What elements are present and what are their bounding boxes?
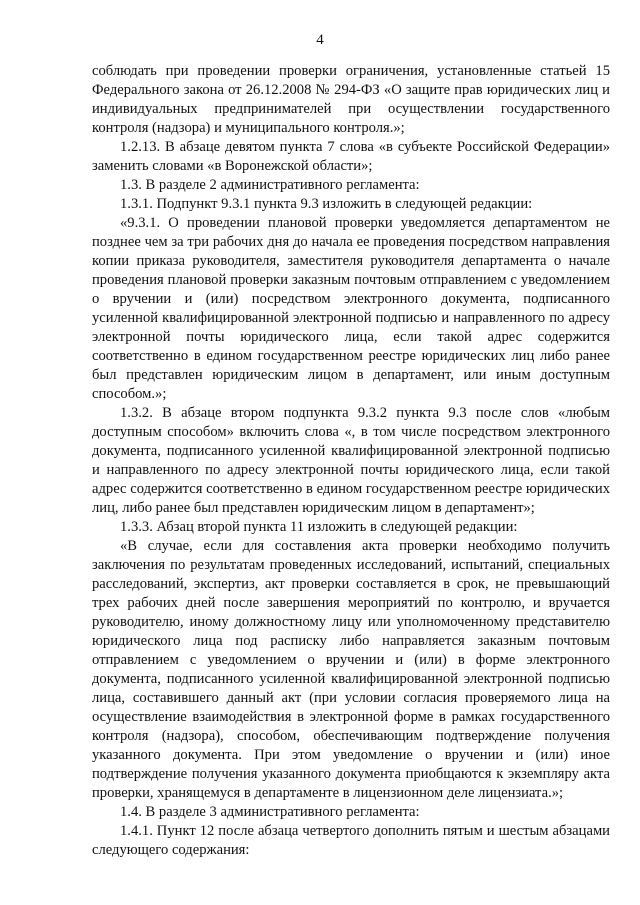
paragraph-9-3-1-quote: «9.3.1. О проведении плановой проверки уведомляется департаментом не позднее чем за три рабочих дня до начала ее проведения посредством направления копии приказа руководителя, заместителя руководителя департамента о начале проведения плановой проверки заказным почтовым отправлением с уведомлением о вручении и (или) посредством электронного документа, подписанного усиленной квалифицированной электронной подписью и направленного по адресу электронной почты юридического лица, если такой адрес содержится соответственно в едином государственном реестре юридических лиц либо ранее был представлен юридическим лицом в департамент, или иным доступным способом.»; — [92, 215, 610, 402]
paragraph-1-3-1: 1.3.1. Подпункт 9.3.1 пункта 9.3 изложить в следующей редакции: — [120, 196, 533, 212]
document-body — [92, 62, 610, 860]
paragraph-1-3: 1.3. В разделе 2 административного регламента: — [120, 177, 420, 193]
paragraph-1-4-1: 1.4.1. Пункт 12 после абзаца четвертого дополнить пятым и шестым абзацами следующего содержания: — [92, 823, 610, 858]
page-number: 4 — [316, 32, 324, 48]
paragraph-1-2-13: 1.2.13. В абзаце девятом пункта 7 слова «в субъекте Российской Федерации» заменить словами «в Воронежской области»; — [92, 139, 610, 174]
paragraph-11-quote: «В случае, если для составления акта проверки необходимо получить заключения по результатам проведенных исследований, испытаний, специальных расследований, экспертиз, акт проверки составляется в срок, не превышающий трех рабочих дней после завершения мероприятий по контролю, и вручается руководителю, иному должностному лицу или уполномоченному представителю юридического лица под расписку либо направляется заказным почтовым отправлением с уведомлением о вручении и (или) в форме электронного документа, подписанного усиленной квалифицированной электронной подписью лица, составившего данный акт (при условии согласия проверяемого лица на осуществление взаимодействия в электронной форме в рамках государственного контроля (надзора), способом, обеспечивающим подтверждение получения указанного документа. При этом уведомление о вручении и (или) иное подтверждение получения указанного документа приобщаются к экземпляру акта проверки, хранящемуся в департаменте в лицензионном деле лицензиата.»; — [92, 538, 610, 801]
paragraph-1-4: 1.4. В разделе 3 административного регламента: — [120, 804, 420, 820]
paragraph-continuation: соблюдать при проведении проверки ограничения, установленные статьей 15 Федерального закона от 26.12.2008 № 294-ФЗ «О защите прав юридических лиц и индивидуальных предпринимателей при осуществлении государственного контроля (надзора) и муниципального контроля.»; — [92, 63, 610, 136]
paragraph-1-3-3: 1.3.3. Абзац второй пункта 11 изложить в следующей редакции: — [120, 519, 518, 535]
paragraph-1-3-2: 1.3.2. В абзаце втором подпункта 9.3.2 пункта 9.3 после слов «любым доступным способом» включить слова «, в том числе посредством электронного документа, подписанного усиленной квалифицированной электронной подписью и направленного по адресу электронной почты юридического лица, если такой адрес содержится соответственно в едином государственном реестре юридических лиц, либо ранее был представлен юридическим лицом в департамент»; — [92, 405, 610, 516]
